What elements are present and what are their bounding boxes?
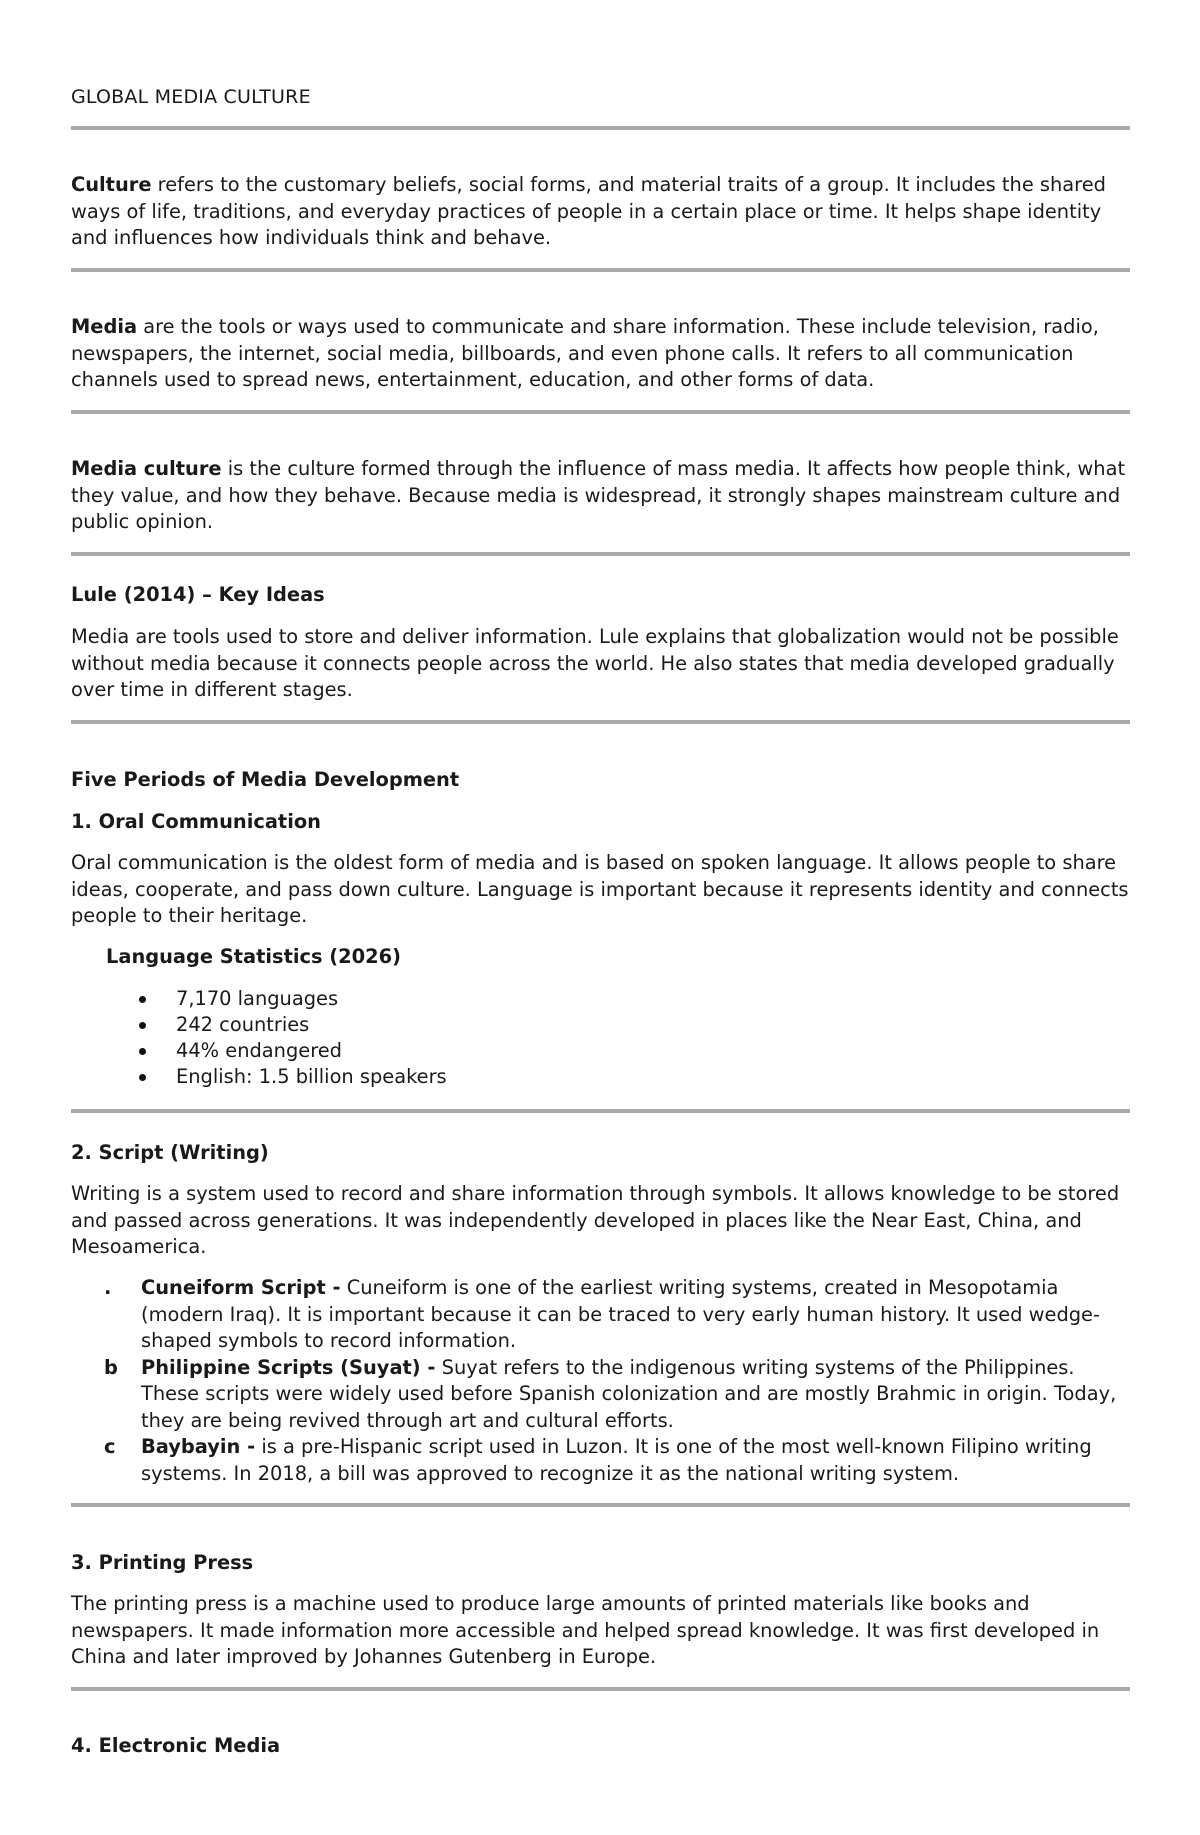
language-stats-heading: Language Statistics (2026) <box>106 945 401 968</box>
item-term: Baybayin - <box>141 1435 256 1458</box>
media-culture-definition <box>71 456 1130 536</box>
media-culture-text: is the culture formed through the influence of mass media. It affects how people think, what they value, and how they behave. Because media is widespread, it strongly shapes mainstream culture and public opinion. <box>71 457 1126 533</box>
script-heading: 2. Script (Writing) <box>71 1141 269 1164</box>
oral-heading-block <box>71 809 1130 835</box>
bullet-icon <box>139 1074 146 1081</box>
list-item <box>71 1434 1130 1487</box>
printing-body <box>71 1591 1130 1671</box>
bullet-icon <box>139 996 146 1003</box>
script-body <box>71 1181 1130 1261</box>
language-stats-heading-block <box>106 944 1106 970</box>
lule-section <box>71 582 1130 608</box>
bullet-icon <box>139 1022 146 1029</box>
lule-body <box>71 624 1130 704</box>
electronic-heading: 4. Electronic Media <box>71 1734 281 1757</box>
bullet-icon <box>139 1048 146 1055</box>
item-term: Philippine Scripts (Suyat) - <box>141 1355 436 1379</box>
media-term: Media <box>71 315 138 338</box>
printing-heading-block <box>71 1550 1130 1576</box>
media-text: are the tools or ways used to communicate and share information. These include television, radio, newspapers, the internet, social media, billboards, and even phone calls. It refers to all communication channels used to spread news, entertainment, education, and other forms of data. <box>71 315 1099 391</box>
item-text: is a pre-Hispanic script used in Luzon. It is one of the most well-known Filipino writing systems. In 2018, a bill was approved to recognize it as the national writing system. <box>141 1435 1092 1485</box>
printing-text: The printing press is a machine used to produce large amounts of printed materials like books and newspapers. It made information more accessible and helped spread knowledge. It was first developed in China and later improved by Johannes Gutenberg in Europe. <box>71 1592 1100 1668</box>
list-item: 242 countries <box>71 1012 1130 1038</box>
printing-heading: 3. Printing Press <box>71 1551 254 1574</box>
list-item: English: 1.5 billion speakers <box>71 1064 1130 1090</box>
oral-heading: 1. Oral Communication <box>71 810 321 833</box>
script-heading-block <box>71 1140 1130 1166</box>
list-item <box>71 1275 1130 1355</box>
periods-heading: Five Periods of Media Development <box>71 768 460 791</box>
list-item: 7,170 languages <box>71 986 1130 1012</box>
divider <box>71 552 1130 556</box>
lule-text: Media are tools used to store and deliver information. Lule explains that globalization would not be possible without media because it connects people across the world. He also states that media developed gradually over time in different stages. <box>71 625 1119 701</box>
item-term: Cuneiform Script - <box>141 1276 341 1299</box>
culture-term: Culture <box>71 173 152 196</box>
electronic-heading-block <box>71 1733 1130 1759</box>
item-text: Suyat refers to the indigenous writing systems of the Philippines. These scripts were widely used before Spanish colonization and are mostly Brahmic in origin. Today, they are being revived through art and cultural efforts. <box>141 1355 1117 1432</box>
oral-body <box>71 850 1130 930</box>
list-marker: b <box>104 1355 118 1379</box>
divider <box>71 720 1130 724</box>
item-text: Cuneiform is one of the earliest writing systems, created in Mesopotamia (modern Iraq). It is important because it can be traced to very early human history. It used wedge-shaped symbols to record information. <box>141 1276 1100 1352</box>
lule-heading: Lule (2014) – Key Ideas <box>71 583 325 606</box>
divider <box>71 126 1130 130</box>
list-marker: c <box>104 1435 116 1458</box>
list-item <box>71 1355 1130 1435</box>
culture-definition <box>71 172 1130 252</box>
periods-heading-block <box>71 767 1130 793</box>
document-title: GLOBAL MEDIA CULTURE <box>71 86 311 108</box>
list-marker: . <box>104 1276 112 1299</box>
script-text: Writing is a system used to record and share information through symbols. It allows knowledge to be stored and passed across generations. It was independently developed in places like the Near East, China, and Mesoamerica. <box>71 1182 1120 1258</box>
media-definition <box>71 314 1130 394</box>
oral-text: Oral communication is the oldest form of media and is based on spoken language. It allows people to share ideas, cooperate, and pass down culture. Language is important because it represents identity and connects people to their heritage. <box>71 851 1129 927</box>
culture-text: refers to the customary beliefs, social forms, and material traits of a group. It includes the shared ways of life, traditions, and everyday practices of people in a certain place or time. It helps shape identity and influences how individuals think and behave. <box>71 173 1106 249</box>
divider <box>71 1503 1130 1507</box>
script-types-list <box>71 1275 1130 1487</box>
media-culture-term: Media culture <box>71 457 222 480</box>
divider <box>71 1687 1130 1691</box>
list-item: 44% endangered <box>71 1038 1130 1064</box>
divider <box>71 1109 1130 1113</box>
divider <box>71 268 1130 272</box>
language-stats-list <box>71 986 1130 1090</box>
divider <box>71 410 1130 414</box>
